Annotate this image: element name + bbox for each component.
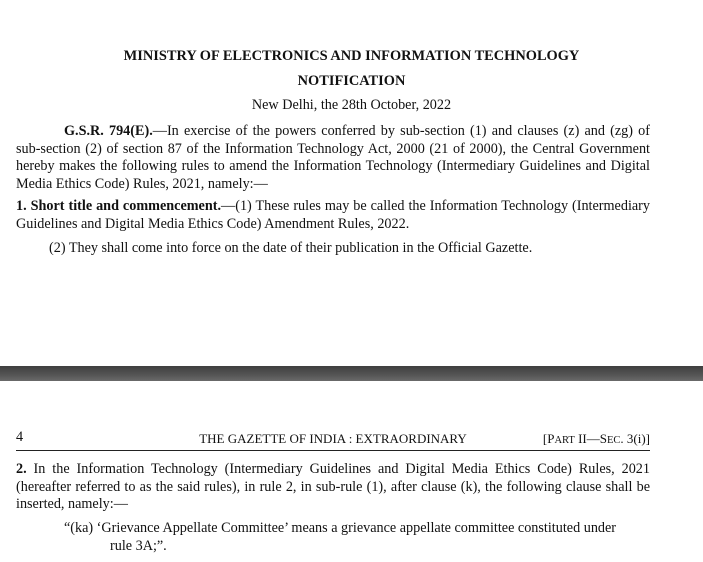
inserted-clause-ka — [64, 520, 650, 555]
rule-1-text: —(1) These rules may be called the Information Technology (Intermediary Guidelines and Digital Media Ethics Code) Amendment Rules, 2022. — [16, 198, 650, 232]
rule-1-subclause-2: (2) They shall come into force on the date of their publication in the Official Gazette. — [49, 240, 533, 256]
rule-2-paragraph — [16, 461, 650, 514]
header-rule — [16, 450, 650, 451]
dateline: New Delhi, the 28th October, 2022 — [251, 97, 452, 113]
preamble-text: —In exercise of the powers conferred by sub-section (1) and clauses (z) and (zg) of sub-section (2) of section 87 of the Information Technology Act, 2000 (21 of 2000), the Central Government hereby makes the following rules to amend the Information Technology (Intermediary Guidelines and Digital Media Ethics Code) Rules, 2021, namely:— — [16, 123, 650, 192]
running-header — [16, 429, 650, 447]
page-number: 4 — [16, 429, 24, 445]
rule-2-text: In the Information Technology (Intermediary Guidelines and Digital Media Ethics Code) Rules, 2021 (hereafter referred to as the said rules), in rule 2, in sub-rule (1), after clause (k), the following clause shall be inserted, namely:— — [16, 461, 650, 513]
rule-1-paragraph — [16, 198, 650, 233]
part-section-label: [PART II—SEC. 3(i)] — [542, 431, 650, 446]
rule-1-heading: 1. Short title and commencement. — [16, 198, 222, 214]
clause-ka-line-1: “(ka) ‘Grievance Appellate Committee’ means a grievance appellate committee constituted under — [64, 520, 617, 536]
ministry-heading: MINISTRY OF ELECTRONICS AND INFORMATION TECHNOLOGY — [123, 48, 580, 64]
page-separator — [0, 366, 703, 381]
notification-heading: NOTIFICATION — [297, 73, 406, 89]
gsr-number: G.S.R. 794(E). — [64, 123, 153, 139]
clause-ka-line-2: rule 3A;”. — [110, 537, 167, 554]
gazette-title: THE GAZETTE OF INDIA : EXTRAORDINARY — [199, 431, 467, 446]
preamble-paragraph — [16, 123, 650, 193]
rule-2-number: 2. — [16, 461, 27, 477]
